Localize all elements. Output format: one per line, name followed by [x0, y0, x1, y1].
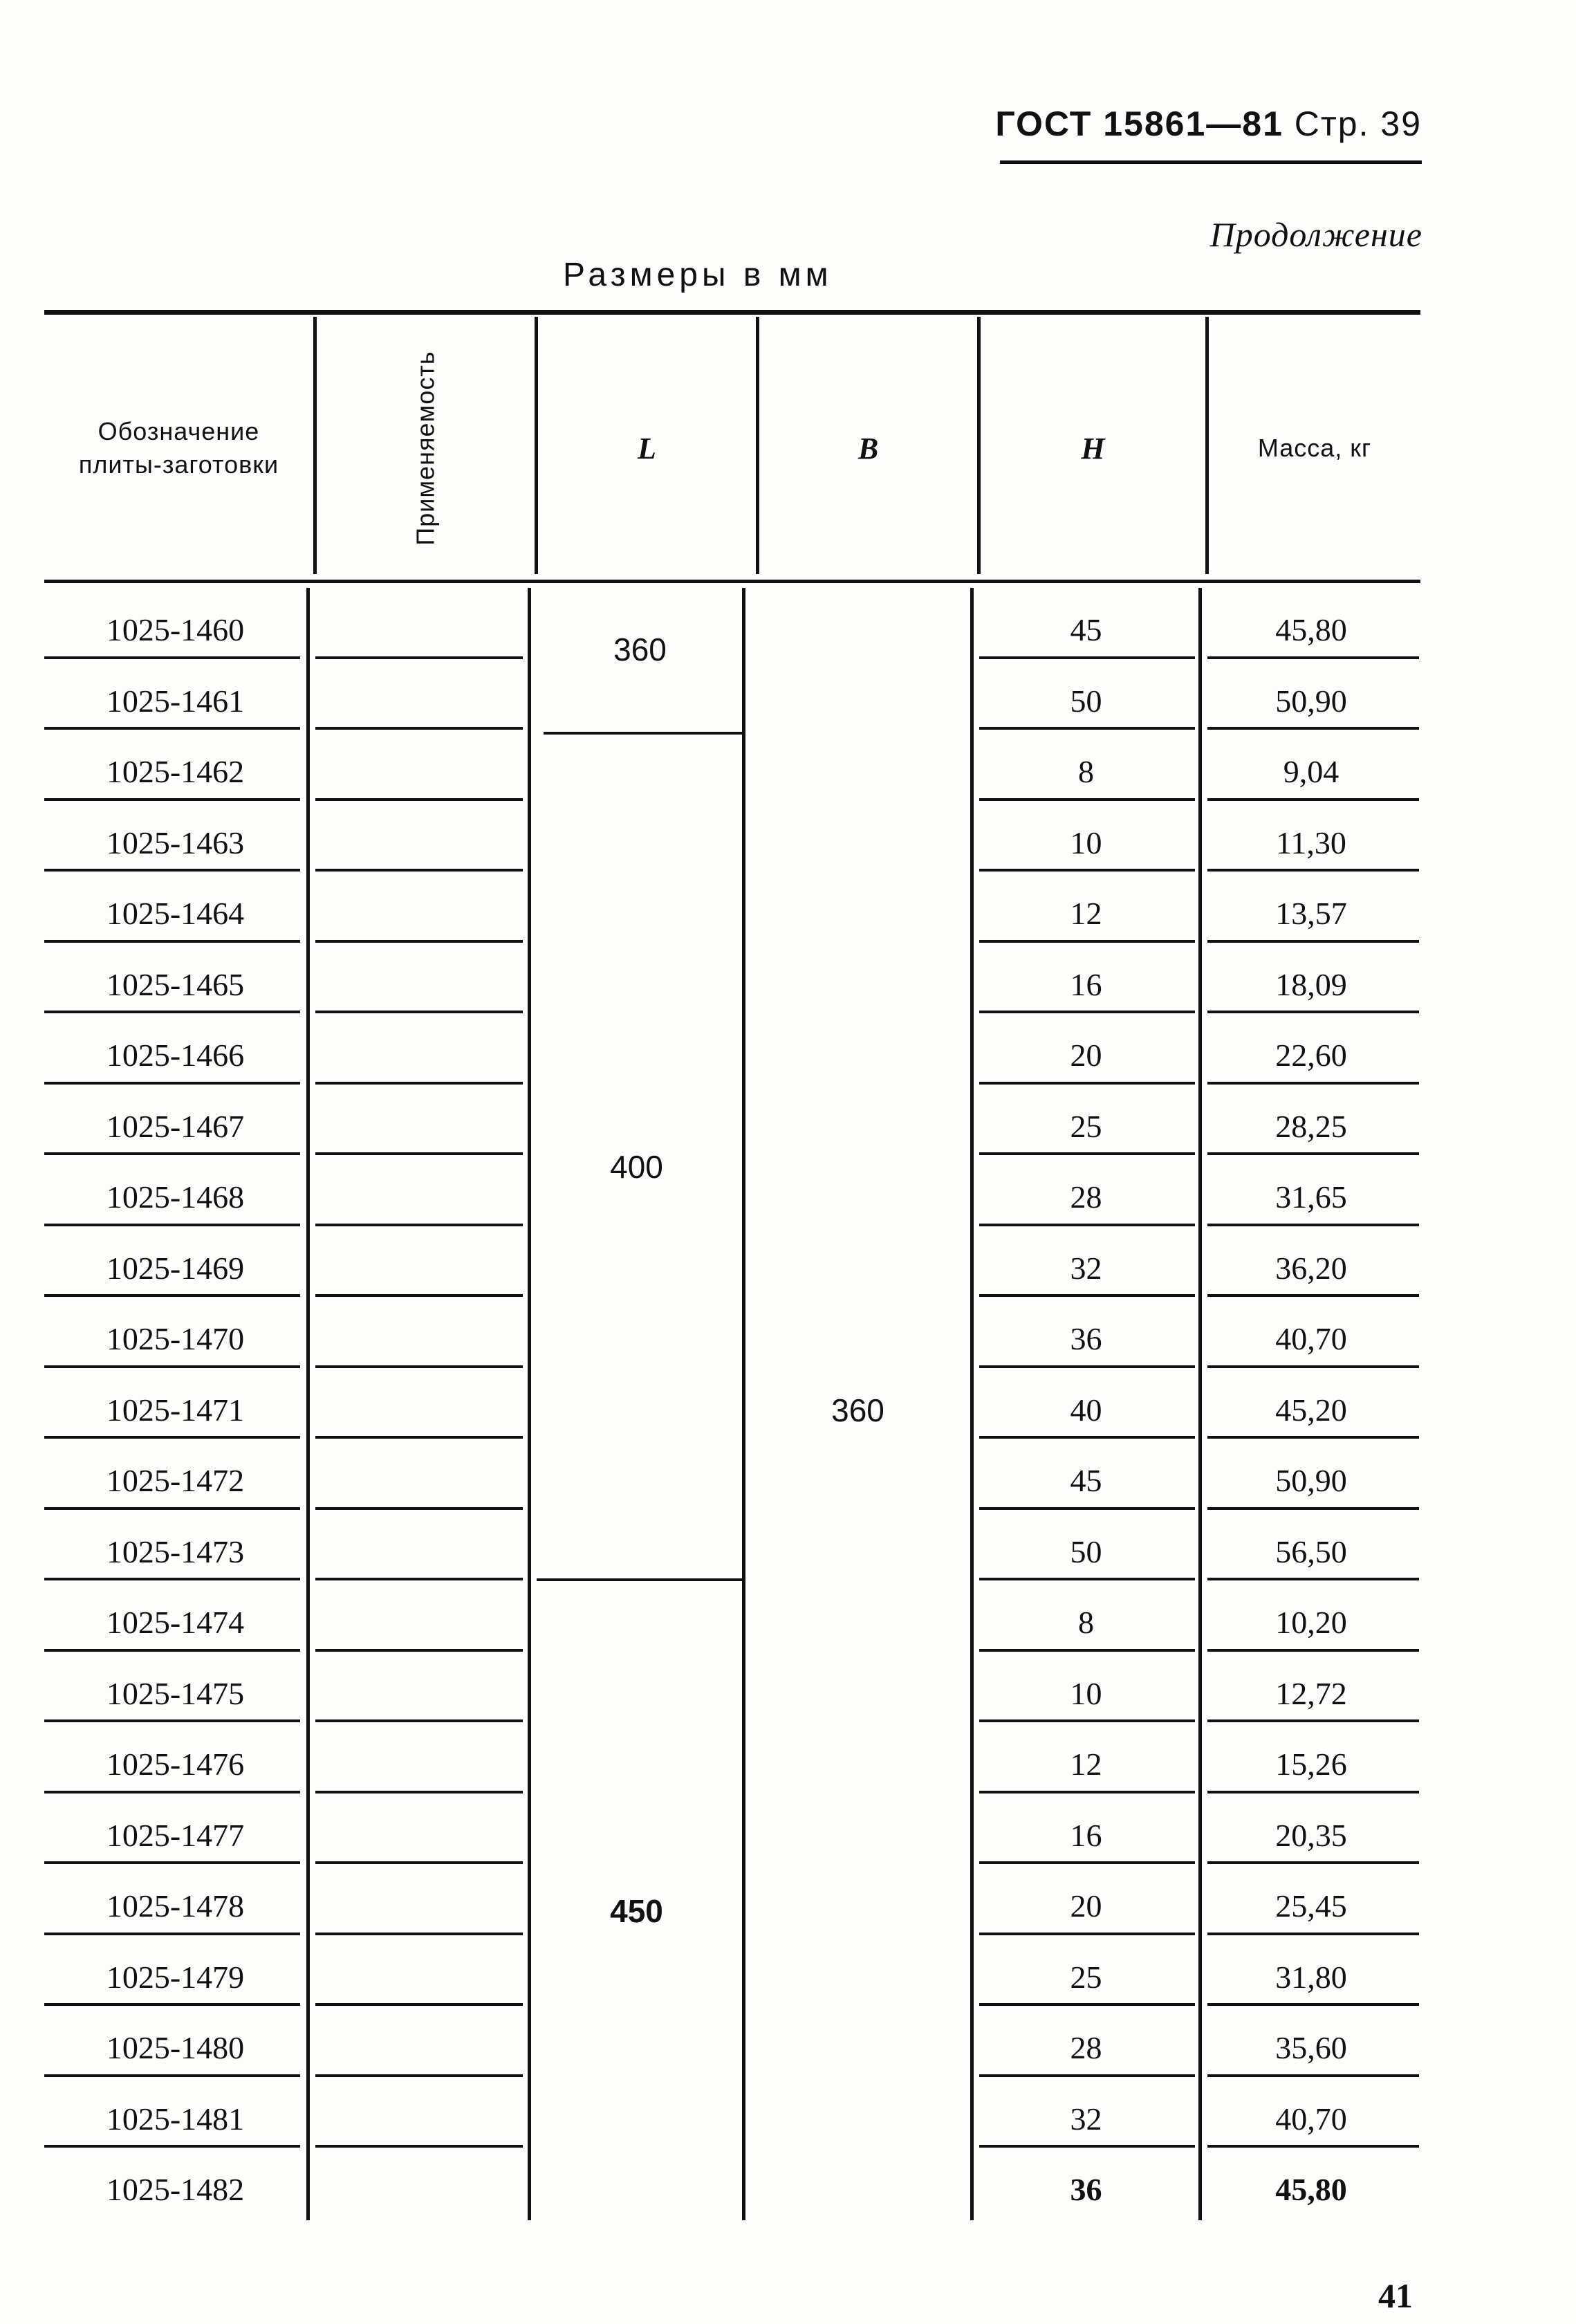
row-divider: [1207, 1365, 1419, 1368]
H-cell: 16: [1070, 966, 1102, 1002]
designation-cell: 1025-1470: [106, 1321, 245, 1356]
row-divider: [979, 2003, 1195, 2006]
H-cell: 20: [1070, 1888, 1102, 1924]
row-divider: [979, 1933, 1195, 1935]
H-cell: 50: [1070, 683, 1102, 719]
H-cell: 36: [1070, 1321, 1102, 1356]
L-value-360: 360: [613, 631, 667, 667]
row-divider: [44, 1791, 300, 1793]
row-divider: [1207, 1224, 1419, 1226]
row-divider: [315, 727, 523, 730]
row-divider: [315, 656, 523, 659]
H-cell: 50: [1070, 1533, 1102, 1569]
mass-cell: 15,26: [1275, 1746, 1347, 1782]
mass-cell: 31,80: [1275, 1959, 1347, 1995]
mass-cell: 45,80: [1275, 612, 1347, 647]
row-divider: [315, 798, 523, 801]
applicability-label: Применяемость: [411, 351, 440, 546]
designation-cell: 1025-1472: [106, 1463, 245, 1498]
designation-cell: 1025-1475: [106, 1675, 245, 1711]
row-divider: [315, 1507, 523, 1510]
row-divider: [44, 1436, 300, 1439]
row-divider: [315, 1933, 523, 1935]
mass-cell: 50,90: [1275, 683, 1347, 719]
row-divider: [1207, 1578, 1419, 1580]
column-header-designation: Обозначение плиты-заготовки: [78, 417, 279, 479]
row-divider: [1207, 1294, 1419, 1297]
mass-cell: 20,35: [1275, 1817, 1347, 1853]
row-divider: [979, 1578, 1195, 1580]
H-cell: 16: [1070, 1817, 1102, 1853]
mass-cell: 50,90: [1275, 1463, 1347, 1498]
mass-cell: 25,45: [1275, 1888, 1347, 1924]
row-divider: [979, 1365, 1195, 1368]
designation-cell: 1025-1468: [106, 1179, 245, 1215]
row-divider: [979, 1152, 1195, 1155]
row-divider: [315, 1719, 523, 1722]
row-divider: [44, 656, 300, 659]
row-divider: [44, 1933, 300, 1935]
row-divider: [44, 2003, 300, 2006]
row-divider: [979, 1082, 1195, 1085]
mass-cell: 45,20: [1275, 1392, 1347, 1428]
row-divider: [44, 1649, 300, 1652]
row-divider: [315, 1082, 523, 1085]
row-divider: [315, 940, 523, 943]
H-cell: 25: [1070, 1108, 1102, 1144]
H-cell: 28: [1070, 1179, 1102, 1215]
row-divider: [44, 1365, 300, 1368]
mass-cell: 40,70: [1275, 1321, 1347, 1356]
continuation-label: Продолжение: [1209, 215, 1422, 254]
column-header-L: L: [638, 431, 656, 465]
row-divider: [1207, 1507, 1419, 1510]
row-divider: [1207, 1719, 1419, 1722]
units-caption: Размеры в мм: [563, 257, 833, 293]
row-divider: [315, 1365, 523, 1368]
row-divider: [979, 1649, 1195, 1652]
row-divider: [979, 1436, 1195, 1439]
H-cell: 36: [1070, 2172, 1102, 2207]
row-divider: [979, 1294, 1195, 1297]
row-divider: [315, 1578, 523, 1580]
H-cell: 32: [1070, 2101, 1102, 2137]
L-group-divider: [537, 1578, 744, 1581]
designation-cell: 1025-1461: [106, 683, 245, 719]
row-divider: [44, 1224, 300, 1226]
row-divider: [1207, 1791, 1419, 1793]
designation-cell: 1025-1464: [106, 896, 245, 931]
mass-cell: 12,72: [1275, 1675, 1347, 1711]
row-divider: [979, 1011, 1195, 1013]
row-divider: [315, 1791, 523, 1793]
mass-cell: 10,20: [1275, 1605, 1347, 1640]
H-cell: 45: [1070, 612, 1102, 647]
header-text: [995, 104, 1422, 144]
designation-cell: 1025-1460: [106, 612, 245, 647]
row-divider: [1207, 1152, 1419, 1155]
body-divider: [528, 588, 531, 2220]
L-value-400: 400: [610, 1149, 663, 1185]
H-cell: 40: [1070, 1392, 1102, 1428]
page-header: [995, 104, 1422, 166]
H-cell: 12: [1070, 1746, 1102, 1782]
page-number: 41: [1378, 2276, 1413, 2315]
H-cell: 45: [1070, 1463, 1102, 1498]
row-divider: [979, 940, 1195, 943]
standard-number: ГОСТ 15861—81: [995, 104, 1283, 143]
designation-cell: 1025-1462: [106, 754, 245, 789]
row-divider: [1207, 940, 1419, 943]
row-divider: [979, 656, 1195, 659]
row-divider: [44, 2145, 300, 2148]
H-cell: 28: [1070, 2030, 1102, 2065]
row-divider: [1207, 1861, 1419, 1864]
row-divider: [44, 869, 300, 872]
mass-cell: 45,80: [1275, 2172, 1347, 2207]
designation-cell: 1025-1478: [106, 1888, 245, 1924]
row-divider: [979, 1719, 1195, 1722]
row-divider: [44, 1152, 300, 1155]
row-divider: [44, 798, 300, 801]
mass-cell: 13,57: [1275, 896, 1347, 931]
row-divider: [979, 2145, 1195, 2148]
H-cell: 25: [1070, 1959, 1102, 1995]
mass-cell: 40,70: [1275, 2101, 1347, 2137]
column-header-B: B: [857, 431, 879, 465]
row-divider: [315, 1436, 523, 1439]
row-divider: [1207, 2145, 1419, 2148]
column-header-H: H: [1081, 431, 1105, 465]
body-divider: [306, 588, 310, 2220]
row-divider: [1207, 1933, 1419, 1935]
row-divider: [315, 1011, 523, 1013]
L-value-450: 450: [610, 1893, 663, 1929]
row-divider: [44, 1082, 300, 1085]
designation-cell: 1025-1474: [106, 1605, 245, 1640]
L-group-divider: [544, 732, 744, 735]
designation-cell: 1025-1481: [106, 2101, 245, 2137]
row-divider: [44, 1719, 300, 1722]
row-divider: [44, 1507, 300, 1510]
mass-cell: 11,30: [1276, 824, 1346, 860]
row-divider: [979, 727, 1195, 730]
row-divider: [979, 798, 1195, 801]
mass-cell: 35,60: [1275, 2030, 1347, 2065]
row-divider: [315, 1861, 523, 1864]
row-divider: [1207, 2074, 1419, 2077]
mass-cell: 31,65: [1275, 1179, 1347, 1215]
header-bottom-rule: [44, 580, 1420, 583]
H-cell: 12: [1070, 896, 1102, 931]
H-cell: 8: [1078, 754, 1094, 789]
H-cell: 8: [1078, 1605, 1094, 1640]
row-divider: [1207, 1082, 1419, 1085]
row-divider: [315, 2074, 523, 2077]
designation-cell: 1025-1469: [106, 1250, 245, 1286]
row-divider: [979, 869, 1195, 872]
row-divider: [315, 1152, 523, 1155]
row-divider: [1207, 727, 1419, 730]
column-header-mass: Масса, кг: [1257, 434, 1372, 462]
row-divider: [44, 727, 300, 730]
row-divider: [979, 2074, 1195, 2077]
H-cell: 20: [1070, 1038, 1102, 1073]
designation-cell: 1025-1476: [106, 1746, 245, 1782]
header-rule: [1000, 160, 1422, 164]
row-divider: [315, 1224, 523, 1226]
mass-cell: 56,50: [1275, 1533, 1347, 1569]
mass-cell: 22,60: [1275, 1038, 1347, 1073]
row-divider: [979, 1224, 1195, 1226]
row-divider: [979, 1861, 1195, 1864]
row-divider: [315, 2145, 523, 2148]
row-divider: [44, 1011, 300, 1013]
row-divider: [979, 1791, 1195, 1793]
mass-cell: 9,04: [1283, 754, 1339, 789]
designation-cell: 1025-1465: [106, 966, 245, 1002]
H-cell: 10: [1070, 824, 1102, 860]
row-divider: [315, 2003, 523, 2006]
row-divider: [1207, 2003, 1419, 2006]
designation-cell: 1025-1473: [106, 1533, 245, 1569]
table-top-rule: [44, 310, 1420, 315]
row-divider: [1207, 1649, 1419, 1652]
designation-cell: 1025-1479: [106, 1959, 245, 1995]
row-divider: [44, 1861, 300, 1864]
row-divider: [44, 2074, 300, 2077]
designation-cell: 1025-1467: [106, 1108, 245, 1144]
H-cell: 32: [1070, 1250, 1102, 1286]
row-divider: [1207, 656, 1419, 659]
H-cell: 10: [1070, 1675, 1102, 1711]
designation-cell: 1025-1477: [106, 1817, 245, 1853]
row-divider: [44, 940, 300, 943]
row-divider: [979, 1507, 1195, 1510]
designation-cell: 1025-1466: [106, 1038, 245, 1073]
mass-cell: 28,25: [1275, 1108, 1347, 1144]
row-divider: [315, 1294, 523, 1297]
mass-cell: 36,20: [1275, 1250, 1347, 1286]
row-divider: [44, 1578, 300, 1580]
row-divider: [1207, 1436, 1419, 1439]
column-header-applicability: [317, 317, 535, 580]
row-divider: [1207, 869, 1419, 872]
designation-cell: 1025-1482: [106, 2172, 245, 2207]
row-divider: [315, 1649, 523, 1652]
B-value-360: 360: [831, 1392, 884, 1428]
designation-cell: 1025-1480: [106, 2030, 245, 2065]
designation-cell: 1025-1471: [106, 1392, 245, 1428]
mass-cell: 18,09: [1275, 966, 1347, 1002]
page-label: Стр. 39: [1294, 104, 1422, 143]
row-divider: [1207, 1011, 1419, 1013]
row-divider: [315, 869, 523, 872]
designation-cell: 1025-1463: [106, 824, 245, 860]
row-divider: [1207, 798, 1419, 801]
row-divider: [44, 1294, 300, 1297]
